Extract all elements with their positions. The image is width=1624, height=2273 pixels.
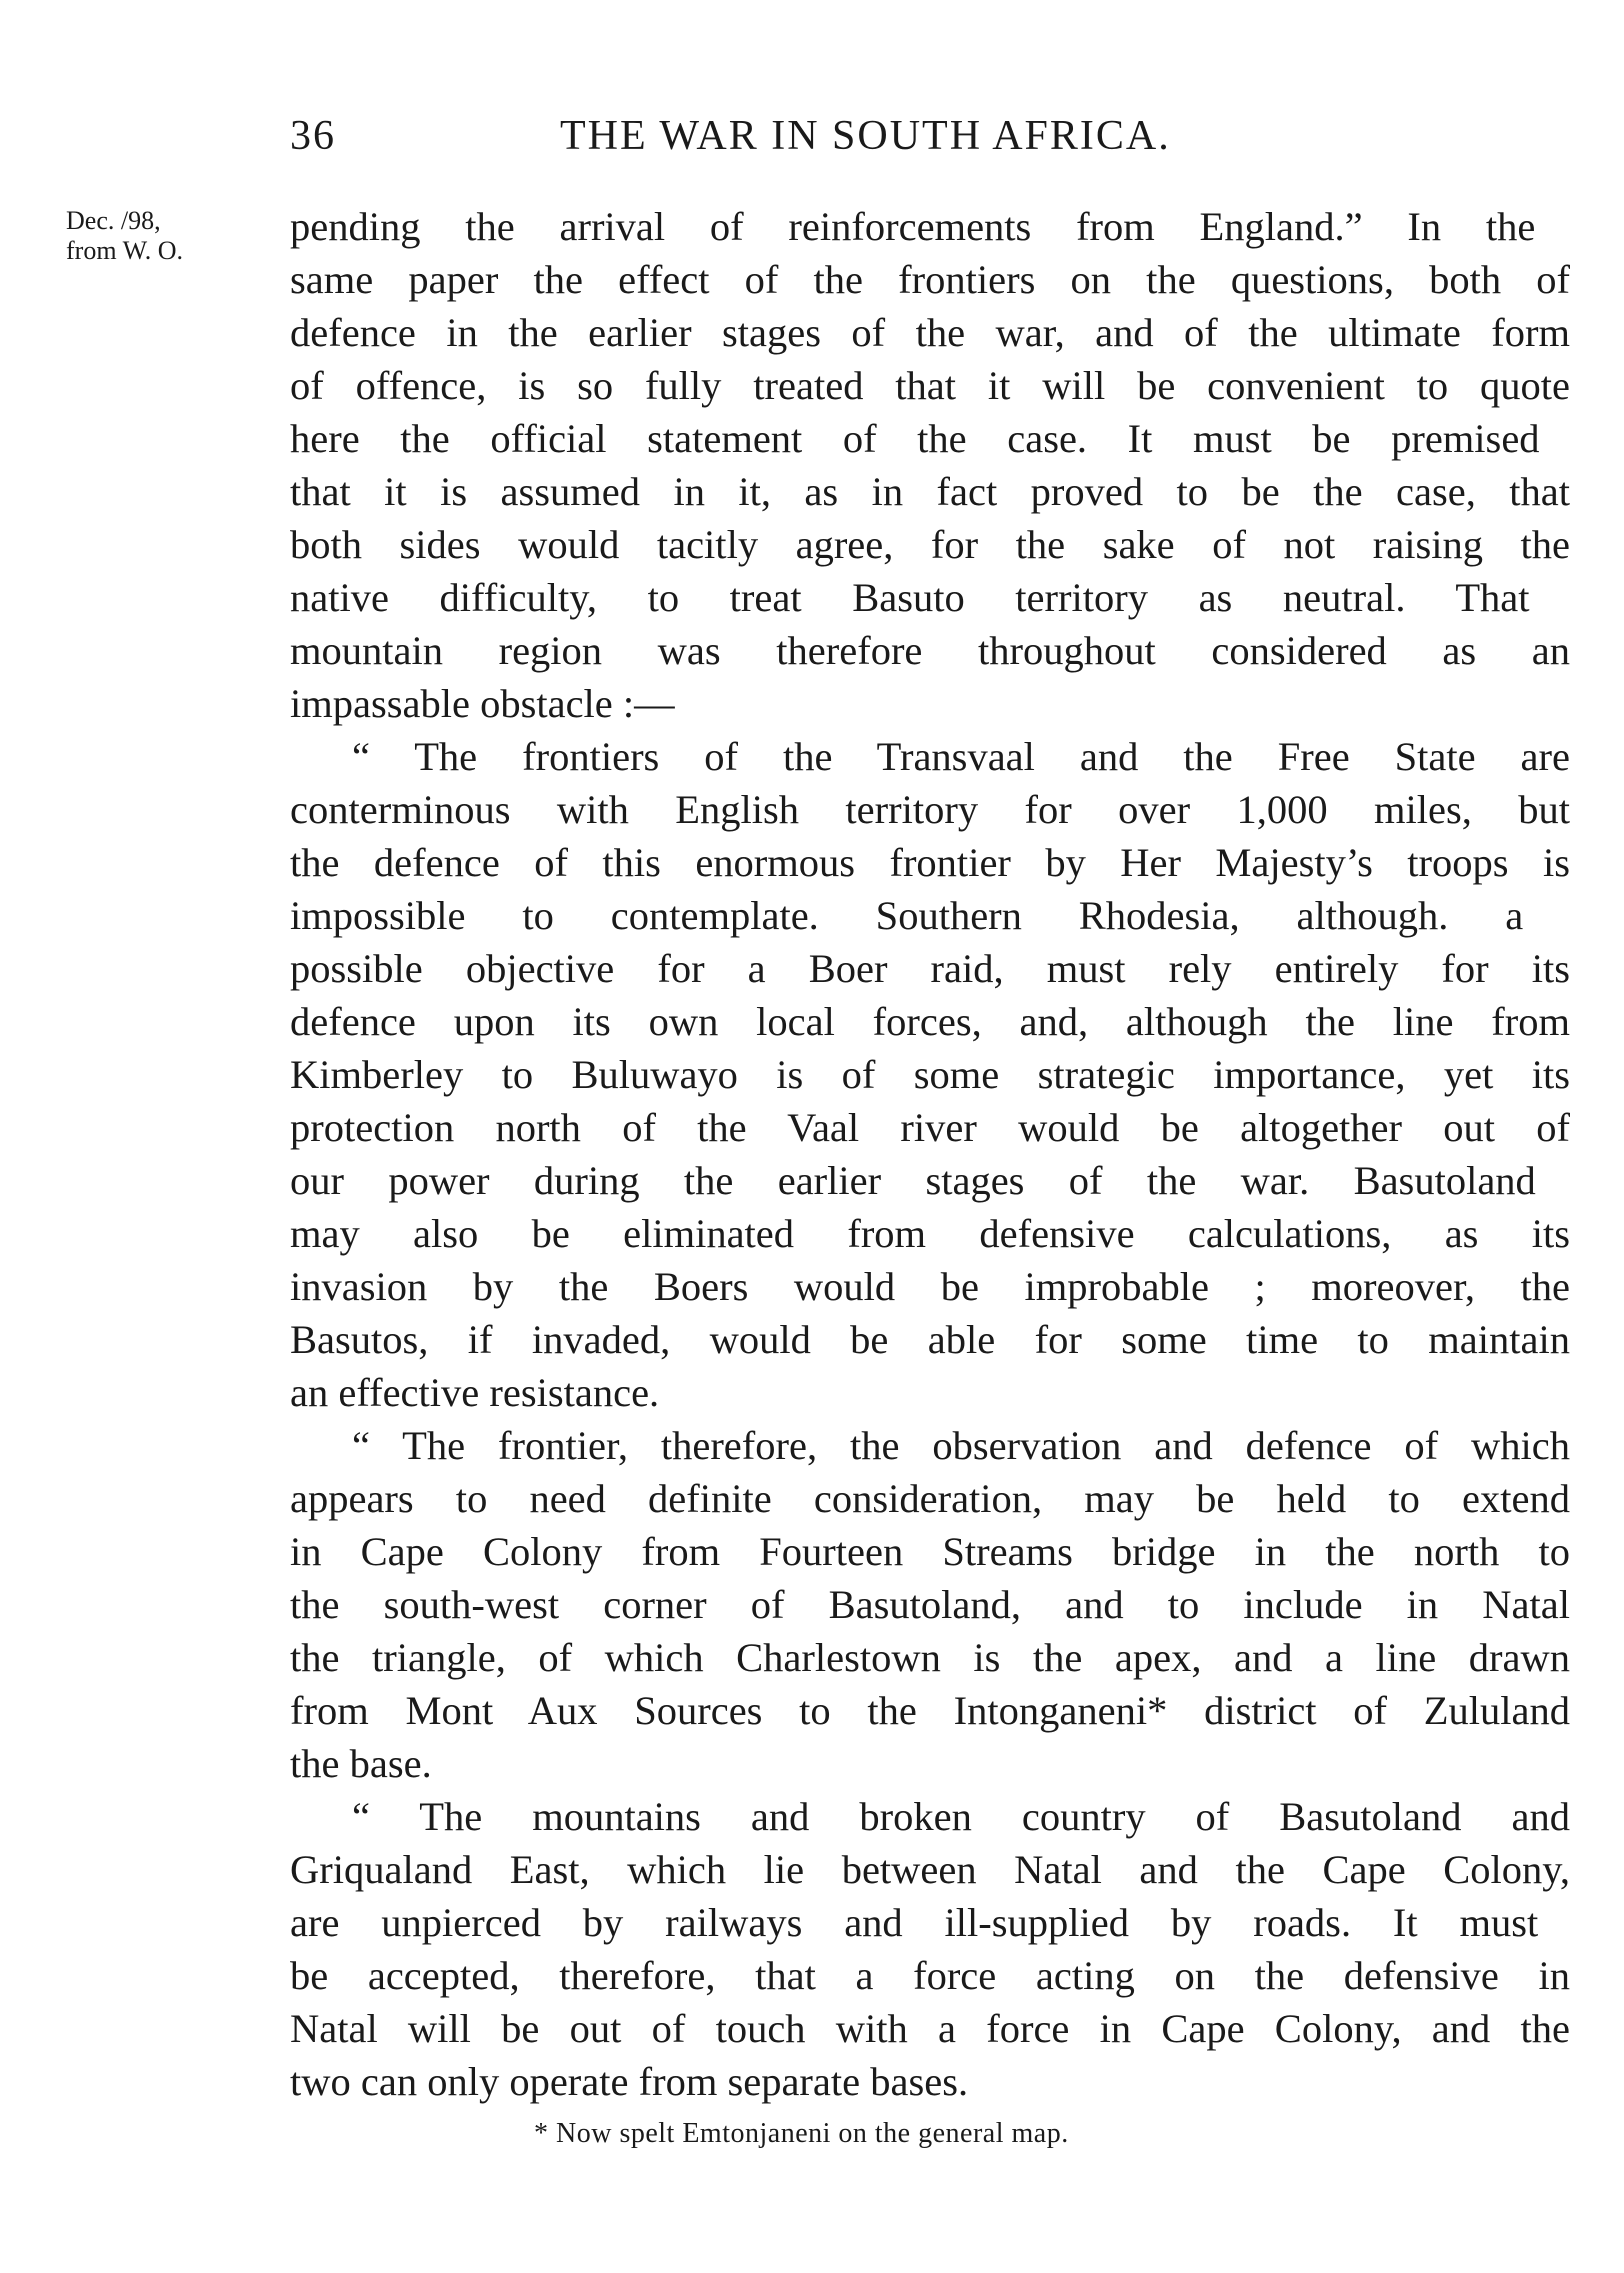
text-line: “ The frontier, therefore, the observation and defence of which — [352, 1423, 1570, 1468]
paragraph — [290, 1419, 1570, 1790]
text-line: are unpierced by railways and ill-supplied by roads. It must — [290, 1900, 1539, 1945]
body-text — [290, 200, 1570, 2108]
text-line: appears to need definite consideration, may be held to extend — [290, 1476, 1570, 1521]
margin-note-line: from W. O. — [66, 236, 183, 265]
text-line: of offence, is so fully treated that it will be convenient to quote — [290, 363, 1570, 408]
footnote: * Now spelt Emtonjaneni on the general map. — [534, 2118, 1069, 2149]
text-line: impossible to contemplate. Southern Rhodesia, although. a — [290, 893, 1524, 938]
text-line: Basutos, if invaded, would be able for some time to maintain — [290, 1317, 1570, 1362]
text-line: from Mont Aux Sources to the Intonganeni* district of Zululand — [290, 1688, 1570, 1733]
running-title: THE WAR IN SOUTH AFRICA. — [560, 113, 1171, 159]
text-line: defence upon its own local forces, and, although the line from — [290, 999, 1570, 1044]
text-line: possible objective for a Boer raid, must rely entirely for its — [290, 946, 1570, 991]
text-line: an effective resistance. — [290, 1370, 660, 1415]
paragraph — [290, 200, 1570, 730]
running-head — [290, 112, 1310, 162]
text-line: in Cape Colony from Fourteen Streams bridge in the north to — [290, 1529, 1570, 1574]
text-line: impassable obstacle :— — [290, 681, 675, 726]
paragraph — [290, 730, 1570, 1419]
text-line: protection north of the Vaal river would be altogether out of — [290, 1105, 1570, 1150]
text-line: both sides would tacitly agree, for the sake of not raising the — [290, 522, 1570, 567]
margin-note-line: Dec. /98, — [66, 206, 161, 235]
text-line: that it is assumed in it, as in fact proved to be the case, that — [290, 469, 1570, 514]
margin-note — [66, 206, 266, 266]
text-line: native difficulty, to treat Basuto territory as neutral. That — [290, 575, 1530, 620]
text-line: may also be eliminated from defensive calculations, as its — [290, 1211, 1570, 1256]
text-line: our power during the earlier stages of the war. Basutoland — [290, 1158, 1536, 1203]
text-line: be accepted, therefore, that a force acting on the defensive in — [290, 1953, 1570, 1998]
text-line: here the official statement of the case. It must be premised — [290, 416, 1540, 461]
text-line: “ The frontiers of the Transvaal and the Free State are — [352, 734, 1570, 779]
page-number: 36 — [290, 113, 336, 159]
text-line: the defence of this enormous frontier by Her Majesty’s troops is — [290, 840, 1570, 885]
text-line: two can only operate from separate bases. — [290, 2059, 969, 2104]
text-line: the base. — [290, 1741, 432, 1786]
text-line: “ The mountains and broken country of Basutoland and — [352, 1794, 1570, 1839]
text-line: the south-west corner of Basutoland, and to include in Natal — [290, 1582, 1570, 1627]
text-line: Natal will be out of touch with a force in Cape Colony, and the — [290, 2006, 1570, 2051]
text-line: defence in the earlier stages of the war, and of the ultimate form — [290, 310, 1570, 355]
text-line: invasion by the Boers would be improbable ; moreover, the — [290, 1264, 1570, 1309]
paragraph — [290, 1790, 1570, 2108]
text-line: Kimberley to Buluwayo is of some strategic importance, yet its — [290, 1052, 1570, 1097]
text-line: same paper the effect of the frontiers on the questions, both of — [290, 257, 1570, 302]
text-line: the triangle, of which Charlestown is the apex, and a line drawn — [290, 1635, 1570, 1680]
text-line: pending the arrival of reinforcements from England.” In the — [290, 204, 1536, 249]
text-line: Griqualand East, which lie between Natal and the Cape Colony, — [290, 1847, 1570, 1892]
text-line: mountain region was therefore throughout considered as an — [290, 628, 1570, 673]
text-line: conterminous with English territory for over 1,000 miles, but — [290, 787, 1570, 832]
